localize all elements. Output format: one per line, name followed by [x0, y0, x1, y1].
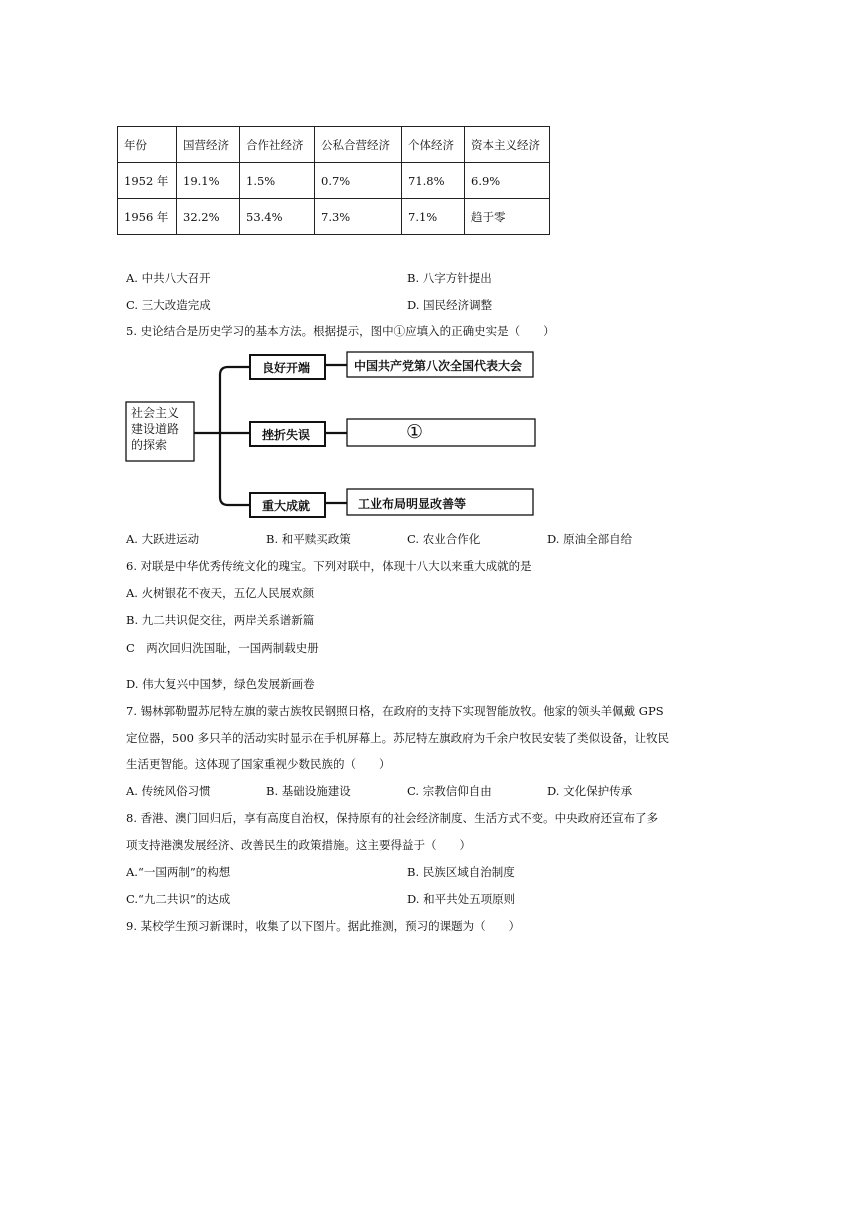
- q7-option-a[interactable]: A. 传统风俗习惯: [126, 784, 211, 798]
- table-cell: 1956 年: [118, 199, 177, 235]
- q5-option-c[interactable]: C. 农业合作化: [407, 532, 481, 546]
- q4-option-c[interactable]: C. 三大改造完成: [126, 298, 211, 312]
- table-cell: 1952 年: [118, 163, 177, 199]
- table-cell: 7.3%: [315, 199, 402, 235]
- q8-option-a[interactable]: A.“一国两制”的构想: [126, 865, 231, 879]
- q7-stem-line: 7. 锡林郭勒盟苏尼特左旗的蒙古族牧民钢照日格，在政府的支持下实现智能放牧。他家的领头羊佩戴 GPS: [126, 704, 664, 718]
- table-cell: 32.2%: [177, 199, 240, 235]
- root-label: [131, 405, 179, 453]
- table-cell: 19.1%: [177, 163, 240, 199]
- root-label-line: 社会主义: [131, 406, 180, 420]
- q4-option-d[interactable]: D. 国民经济调整: [407, 298, 493, 312]
- q6-option-c[interactable]: C 两次回归洗国耻，一国两制载史册: [126, 641, 319, 655]
- q9-stem: 9. 某校学生预习新课时，收集了以下图片。据此推测，预习的课题为（ ）: [126, 919, 521, 933]
- q7-option-b[interactable]: B. 基础设施建设: [266, 784, 351, 798]
- root-label-line: 建设道路: [131, 422, 180, 436]
- leaf-label-industry: 工业布局明显改善等: [358, 497, 467, 511]
- branch-label-setbacks: 挫折失误: [262, 428, 311, 442]
- q8-option-d[interactable]: D. 和平共处五项原则: [407, 892, 516, 906]
- table-cell: 0.7%: [315, 163, 402, 199]
- q4-option-a[interactable]: A. 中共八大召开: [126, 271, 211, 285]
- q5-option-b[interactable]: B. 和平赎买政策: [266, 532, 351, 546]
- q4-option-b[interactable]: B. 八字方针提出: [407, 271, 492, 285]
- leaf-box-2: [347, 419, 535, 446]
- q5-stem: 5. 史论结合是历史学习的基本方法。根据提示，图中①应填入的正确史实是（ ）: [126, 324, 555, 338]
- table-header-cell: 公私合营经济: [315, 127, 402, 163]
- q8-stem-line: 8. 香港、澳门回归后，享有高度自治权，保持原有的社会经济制度、生活方式不变。中央政府还宣布了多: [126, 811, 659, 825]
- table-cell: 7.1%: [402, 199, 465, 235]
- q5-option-a[interactable]: A. 大跃进运动: [126, 532, 200, 546]
- table-header-cell: 年份: [118, 127, 177, 163]
- leaf-label-blank-marker: ①: [406, 421, 424, 443]
- table-cell: 趋于零: [465, 199, 550, 235]
- q7-option-c[interactable]: C. 宗教信仰自由: [407, 784, 492, 798]
- q7-option-d[interactable]: D. 文化保护传承: [547, 784, 633, 798]
- branch-label-achievements: 重大成就: [262, 499, 311, 513]
- q8-stem-line: 项支持港澳发展经济、改善民生的政策措施。这主要得益于（ ）: [126, 838, 471, 852]
- branch-label-good-start: 良好开端: [262, 361, 311, 375]
- table-header-cell: 个体经济: [402, 127, 465, 163]
- table-header-cell: 国营经济: [177, 127, 240, 163]
- q6-stem: 6. 对联是中华优秀传统文化的瑰宝。下列对联中，体现十八大以来重大成就的是: [126, 559, 532, 573]
- q8-option-c[interactable]: C.“九二共识”的达成: [126, 892, 231, 906]
- root-label-line: 的探索: [131, 438, 168, 452]
- q6-option-b[interactable]: B. 九二共识促交往，两岸关系谱新篇: [126, 613, 315, 627]
- table-cell: 71.8%: [402, 163, 465, 199]
- table-cell: 1.5%: [240, 163, 315, 199]
- q8-option-b[interactable]: B. 民族区域自治制度: [407, 865, 515, 879]
- q7-stem-line: 生活更智能。这体现了国家重视少数民族的（ ）: [126, 757, 391, 771]
- table-cell: 53.4%: [240, 199, 315, 235]
- q6-option-a[interactable]: A. 火树银花不夜天，五亿人民展欢颜: [126, 586, 315, 600]
- q6-option-d[interactable]: D. 伟大复兴中国梦，绿色发展新画卷: [126, 677, 315, 691]
- table-header-cell: 合作社经济: [240, 127, 315, 163]
- q7-stem-line: 定位器，500 多只羊的活动实时显示在手机屏幕上。苏尼特左旗政府为千余户牧民安装了类似设备，让牧民: [126, 731, 670, 745]
- q5-option-d[interactable]: D. 原油全部自给: [547, 532, 633, 546]
- table-cell: 6.9%: [465, 163, 550, 199]
- leaf-label-eighth-congress: 中国共产党第八次全国代表大会: [354, 359, 523, 373]
- table-header-cell: 资本主义经济: [465, 127, 550, 163]
